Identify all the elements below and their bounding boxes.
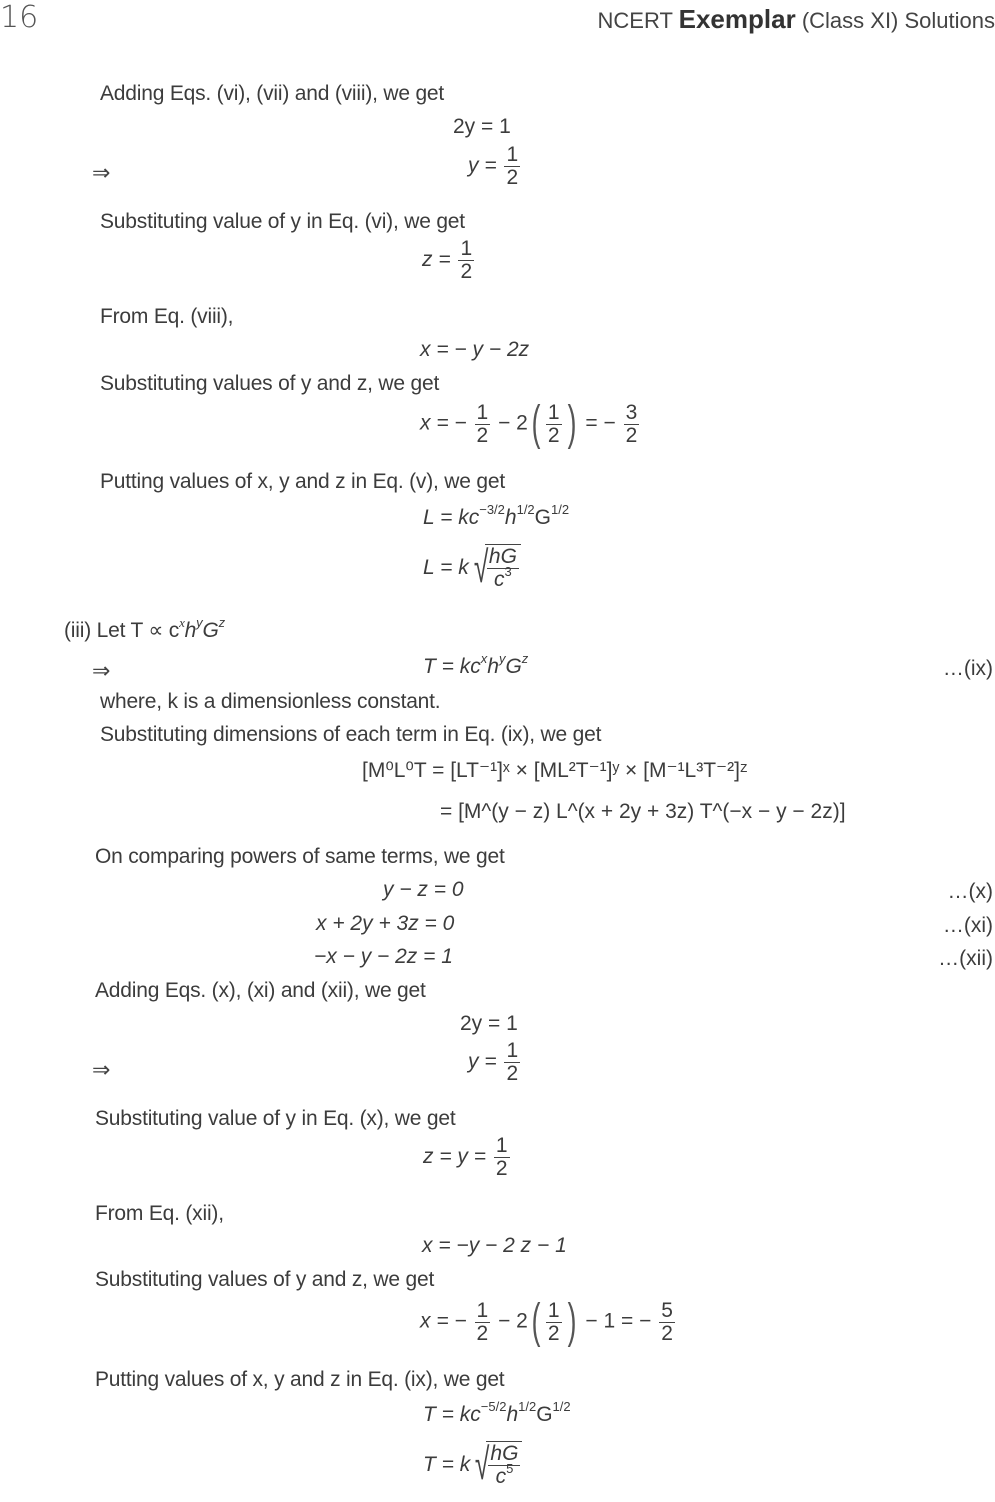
- header-bold: Exemplar: [678, 4, 796, 34]
- denominator: 2: [547, 423, 560, 447]
- equation-2y-1: [453, 115, 511, 139]
- eq-lhs: y =: [468, 154, 497, 178]
- equation-xii: −x − y − 2z = 1: [314, 945, 453, 968]
- sqrt-icon: [469, 543, 521, 593]
- left-paren: (: [531, 397, 541, 450]
- numerator: hG: [488, 544, 517, 568]
- denominator: 2: [506, 166, 519, 189]
- numerator: 3: [625, 400, 638, 424]
- equation-x-viii: x = − y − 2z: [420, 338, 530, 361]
- term: − 2: [498, 411, 528, 435]
- exponent: x: [480, 651, 488, 666]
- numerator: 1: [506, 1039, 519, 1062]
- fraction: [624, 402, 640, 447]
- paragraph: From Eq. (xii),: [95, 1202, 224, 1225]
- eq-lhs: x = −: [420, 1309, 467, 1333]
- eq-lhs: z = y =: [423, 1145, 487, 1169]
- eq-lhs: y =: [468, 1050, 497, 1074]
- term: − 1 = −: [585, 1309, 652, 1333]
- equation-number: …(xi): [942, 914, 993, 937]
- eq-text: T = kc: [423, 1403, 481, 1426]
- fraction: [475, 402, 491, 447]
- equation-x-xii: x = −y − 2 z − 1: [422, 1234, 567, 1257]
- exponent: z: [218, 615, 225, 630]
- eq-text: c: [494, 567, 505, 591]
- paragraph: Substituting values of y and z, we get: [100, 372, 440, 395]
- paragraph: Putting values of x, y and z in Eq. (ix), we get: [95, 1368, 505, 1391]
- exponent: x: [179, 615, 185, 630]
- term: − 2: [498, 1309, 528, 1333]
- implies-icon: ⇒: [92, 1057, 111, 1082]
- fraction: [487, 546, 519, 593]
- equation-T-sqrt: [423, 1440, 522, 1490]
- eq-text: 2y = 1: [453, 115, 511, 138]
- numerator: hG: [490, 1441, 519, 1465]
- equation-2y-1: [460, 1012, 518, 1036]
- exponent: 5: [506, 1460, 514, 1476]
- eq-text: T = kc: [423, 655, 481, 678]
- equation-x-value: [420, 1295, 677, 1348]
- numerator: 1: [460, 237, 473, 260]
- denominator: 2: [547, 1321, 560, 1345]
- exponent: 1/2: [552, 1399, 571, 1414]
- exponent: −3/2: [479, 502, 505, 517]
- denominator: 2: [476, 1321, 489, 1345]
- eq-text: h: [184, 619, 197, 642]
- eq-text: G: [505, 655, 522, 678]
- paragraph: From Eq. (viii),: [100, 305, 234, 328]
- equation-number: …(ix): [942, 657, 993, 680]
- equation-T-ix: [423, 651, 529, 679]
- fraction: [504, 144, 520, 189]
- paragraph: Substituting value of y in Eq. (x), we get: [95, 1107, 456, 1130]
- fraction: [475, 1300, 491, 1345]
- left-paren: (: [531, 1295, 541, 1348]
- equation-L-power: [423, 502, 570, 530]
- paragraph: Substituting value of y in Eq. (vi), we get: [100, 210, 465, 233]
- eq-lhs: z =: [422, 248, 451, 272]
- term: = −: [585, 411, 616, 435]
- exponent: −5/2: [480, 1399, 507, 1414]
- paragraph: Adding Eqs. (x), (xi) and (xii), we get: [95, 979, 426, 1002]
- paragraph: where, k is a dimensionless constant.: [100, 690, 441, 713]
- sqrt-icon: [470, 1440, 522, 1490]
- running-header: [598, 4, 995, 35]
- equation-z-half: [422, 238, 476, 283]
- part-iii-heading: [64, 615, 225, 643]
- exponent: z: [521, 651, 529, 666]
- fraction: [488, 1443, 520, 1490]
- paragraph: Substituting values of y and z, we get: [95, 1268, 435, 1291]
- dimension-equation-line2: = [M^(y − z) L^(x + 2y + 3z) T^(−x − y − 2z)]: [440, 800, 846, 823]
- eq-text: T = k: [423, 1453, 471, 1476]
- eq-text: h: [487, 655, 499, 678]
- paragraph: Substituting dimensions of each term in Eq. (ix), we get: [100, 723, 602, 746]
- fraction: [659, 1300, 675, 1345]
- implies-icon: ⇒: [92, 160, 111, 185]
- eq-text: 2y = 1: [460, 1012, 518, 1035]
- page-number: 16: [0, 0, 39, 35]
- eq-text: G: [534, 506, 552, 529]
- equation-x: y − z = 0: [383, 878, 464, 901]
- fraction: [504, 1040, 520, 1085]
- equation-number: …(x): [947, 880, 993, 903]
- denominator: 2: [460, 260, 473, 283]
- equation-x-value: [420, 397, 641, 450]
- denominator: [487, 563, 519, 593]
- equation-y-half: [468, 1040, 522, 1085]
- denominator: 2: [625, 423, 638, 447]
- eq-text: h: [504, 506, 517, 529]
- exponent: y: [498, 651, 506, 666]
- fraction: [458, 238, 474, 283]
- numerator: 1: [547, 1298, 560, 1322]
- exponent: y: [196, 615, 203, 630]
- denominator: 2: [495, 1157, 508, 1180]
- exponent: 1/2: [516, 502, 535, 517]
- equation-T-power: [423, 1399, 571, 1427]
- numerator: 1: [476, 1298, 489, 1322]
- eq-text: (iii) Let T ∝ c: [64, 619, 180, 642]
- denominator: 2: [661, 1321, 673, 1345]
- right-paren: ): [567, 397, 576, 450]
- header-suffix: (Class XI) Solutions: [795, 8, 995, 33]
- right-paren: ): [567, 1295, 576, 1348]
- paragraph: Adding Eqs. (vi), (vii) and (viii), we get: [100, 82, 445, 105]
- radical-sign: √: [475, 1440, 490, 1489]
- denominator: 2: [476, 423, 489, 447]
- eq-text: L = kc: [423, 506, 480, 529]
- exponent: 1/2: [551, 502, 570, 517]
- numerator: 1: [495, 1134, 508, 1157]
- radical-sign: √: [473, 543, 489, 592]
- denominator: 2: [506, 1062, 519, 1085]
- numerator: 1: [476, 400, 489, 424]
- eq-text: c: [495, 1464, 507, 1488]
- eq-text: L = k: [423, 556, 469, 579]
- numerator: 1: [547, 400, 560, 424]
- fraction: [546, 1300, 562, 1345]
- equation-L-sqrt: [423, 543, 521, 593]
- exponent: 3: [504, 563, 512, 579]
- equation-z-y-half: [423, 1135, 512, 1180]
- numerator: 5: [661, 1298, 673, 1322]
- eq-text: G: [202, 619, 219, 642]
- fraction: [494, 1135, 510, 1180]
- fraction: [546, 402, 562, 447]
- numerator: 1: [506, 143, 519, 166]
- equation-y-half: [468, 144, 522, 189]
- equation-xi: x + 2y + 3z = 0: [316, 912, 455, 935]
- eq-text: h: [506, 1403, 519, 1426]
- exponent: 1/2: [518, 1399, 537, 1414]
- eq-lhs: x = −: [420, 411, 467, 435]
- denominator: [488, 1460, 520, 1490]
- eq-text: G: [536, 1403, 553, 1426]
- dimension-equation-line1: [M⁰L⁰T = [LT⁻¹]ˣ × [ML²T⁻¹]ʸ × [M⁻¹L³T⁻²]ᶻ: [362, 759, 748, 782]
- equation-number: …(xii): [938, 947, 993, 970]
- paragraph: Putting values of x, y and z in Eq. (v), we get: [100, 470, 505, 493]
- paragraph: On comparing powers of same terms, we get: [95, 845, 505, 868]
- header-prefix: NCERT: [597, 8, 679, 33]
- implies-icon: ⇒: [92, 658, 111, 683]
